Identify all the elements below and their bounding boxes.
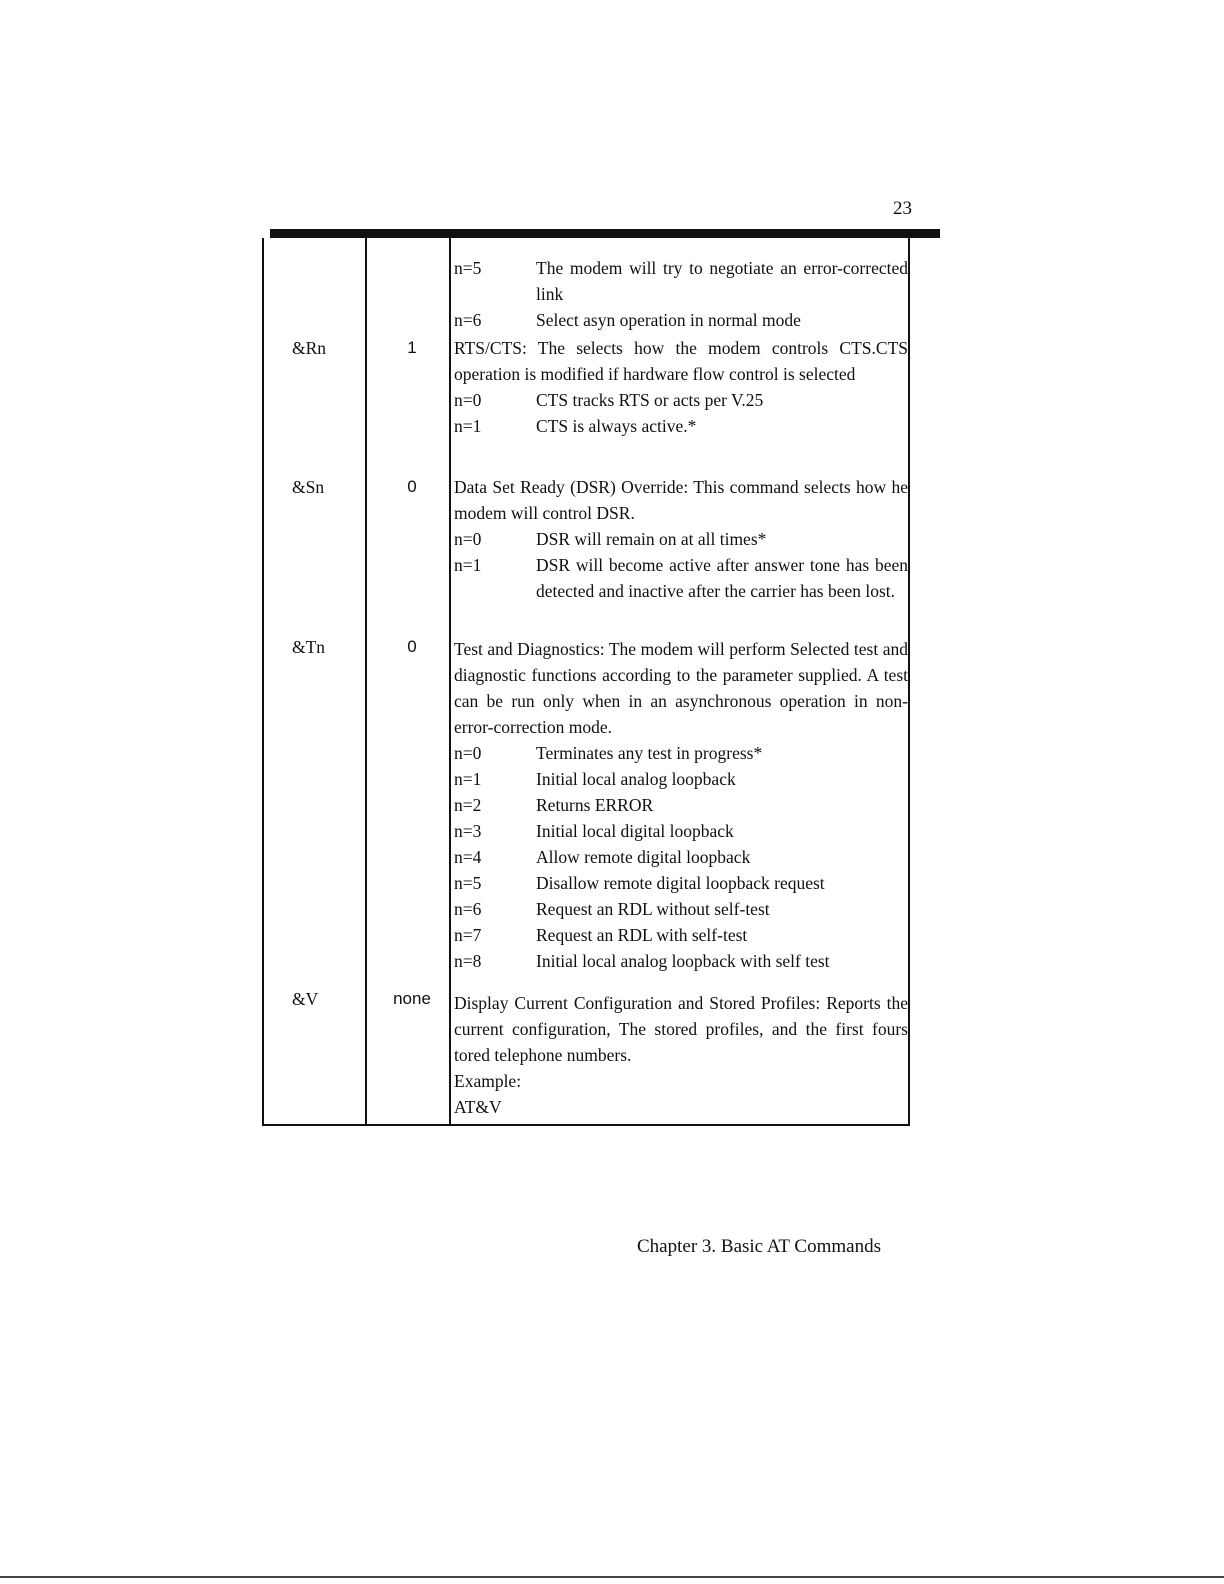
option-n: n=4	[454, 847, 482, 867]
option-row	[454, 552, 908, 604]
option-text: Disallow remote digital loopback request	[536, 873, 825, 893]
option-n: n=6	[454, 310, 482, 330]
option-text: The modem will try to negotiate an error-corrected link	[536, 258, 908, 304]
option-n: n=1	[454, 555, 482, 575]
description-text: Display Current Configuration and Stored Profiles: Reports the current configuration, The stored profiles, and the first fours tored telephone numbers.	[454, 993, 908, 1065]
row-3-command: &Tn	[292, 637, 326, 657]
option-row	[454, 526, 908, 552]
example-label: Example:	[454, 1071, 522, 1091]
option-n: n=6	[454, 899, 482, 919]
option-n: n=8	[454, 951, 482, 971]
option-text: Allow remote digital loopback	[536, 847, 751, 867]
option-text: Returns ERROR	[536, 795, 654, 815]
option-row	[454, 948, 908, 974]
page-number: 23	[893, 198, 912, 219]
option-n: n=2	[454, 795, 482, 815]
option-n: n=0	[454, 390, 482, 410]
option-row	[454, 766, 908, 792]
option-text: DSR will become active after answer tone has been detected and inactive after the carrier has been lost.	[536, 555, 908, 601]
command-table	[262, 238, 910, 1126]
option-text: Request an RDL without self-test	[536, 899, 770, 919]
bottom-rule	[0, 1576, 1224, 1578]
option-row	[454, 896, 908, 922]
row-4-default: none	[393, 989, 431, 1008]
option-n: n=5	[454, 258, 482, 278]
option-row	[454, 818, 908, 844]
row-2-command: &Sn	[292, 477, 325, 497]
description-text: Test and Diagnostics: The modem will perform Selected test and diagnostic functions according to the parameter supplied. A test can be run only when in an asynchronous operation in non-error-correction mode.	[454, 639, 908, 737]
option-row	[454, 307, 908, 333]
option-row	[454, 387, 908, 413]
option-row	[454, 844, 908, 870]
option-text: Initial local analog loopback with self test	[536, 951, 830, 971]
option-row	[454, 792, 908, 818]
row-1-default: 1	[407, 338, 417, 357]
row-0-description	[454, 255, 908, 333]
option-text: DSR will remain on at all times*	[536, 529, 767, 549]
description-text: Data Set Ready (DSR) Override: This command selects how he modem will control DSR.	[454, 477, 908, 523]
option-text: Select asyn operation in normal mode	[536, 310, 801, 330]
option-text: Request an RDL with self-test	[536, 925, 748, 945]
option-n: n=5	[454, 873, 482, 893]
option-n: n=1	[454, 769, 482, 789]
row-3-default: 0	[407, 637, 417, 656]
option-text: Terminates any test in progress*	[536, 743, 763, 763]
option-n: n=3	[454, 821, 482, 841]
row-4-description	[454, 990, 908, 1120]
option-row	[454, 413, 908, 439]
option-text: Initial local digital loopback	[536, 821, 734, 841]
option-text: Initial local analog loopback	[536, 769, 736, 789]
description-text: RTS/CTS: The selects how the modem controls CTS.CTS operation is modified if hardware flow control is selected	[454, 338, 908, 384]
row-3-description	[454, 636, 908, 974]
option-text: CTS tracks RTS or acts per V.25	[536, 390, 764, 410]
option-n: n=1	[454, 416, 482, 436]
option-row	[454, 922, 908, 948]
option-row	[454, 255, 908, 307]
option-text: CTS is always active.*	[536, 416, 697, 436]
chapter-footer: Chapter 3. Basic AT Commands	[637, 1236, 881, 1257]
option-n: n=7	[454, 925, 482, 945]
option-row	[454, 740, 908, 766]
top-rule	[270, 229, 940, 238]
row-4-command: &V	[292, 989, 319, 1009]
option-n: n=0	[454, 529, 482, 549]
option-row	[454, 870, 908, 896]
option-n: n=0	[454, 743, 482, 763]
row-2-default: 0	[407, 477, 417, 496]
row-2-description	[454, 474, 908, 604]
example-value: AT&V	[454, 1097, 502, 1117]
row-1-command: &Rn	[292, 338, 327, 358]
row-1-description	[454, 335, 908, 439]
